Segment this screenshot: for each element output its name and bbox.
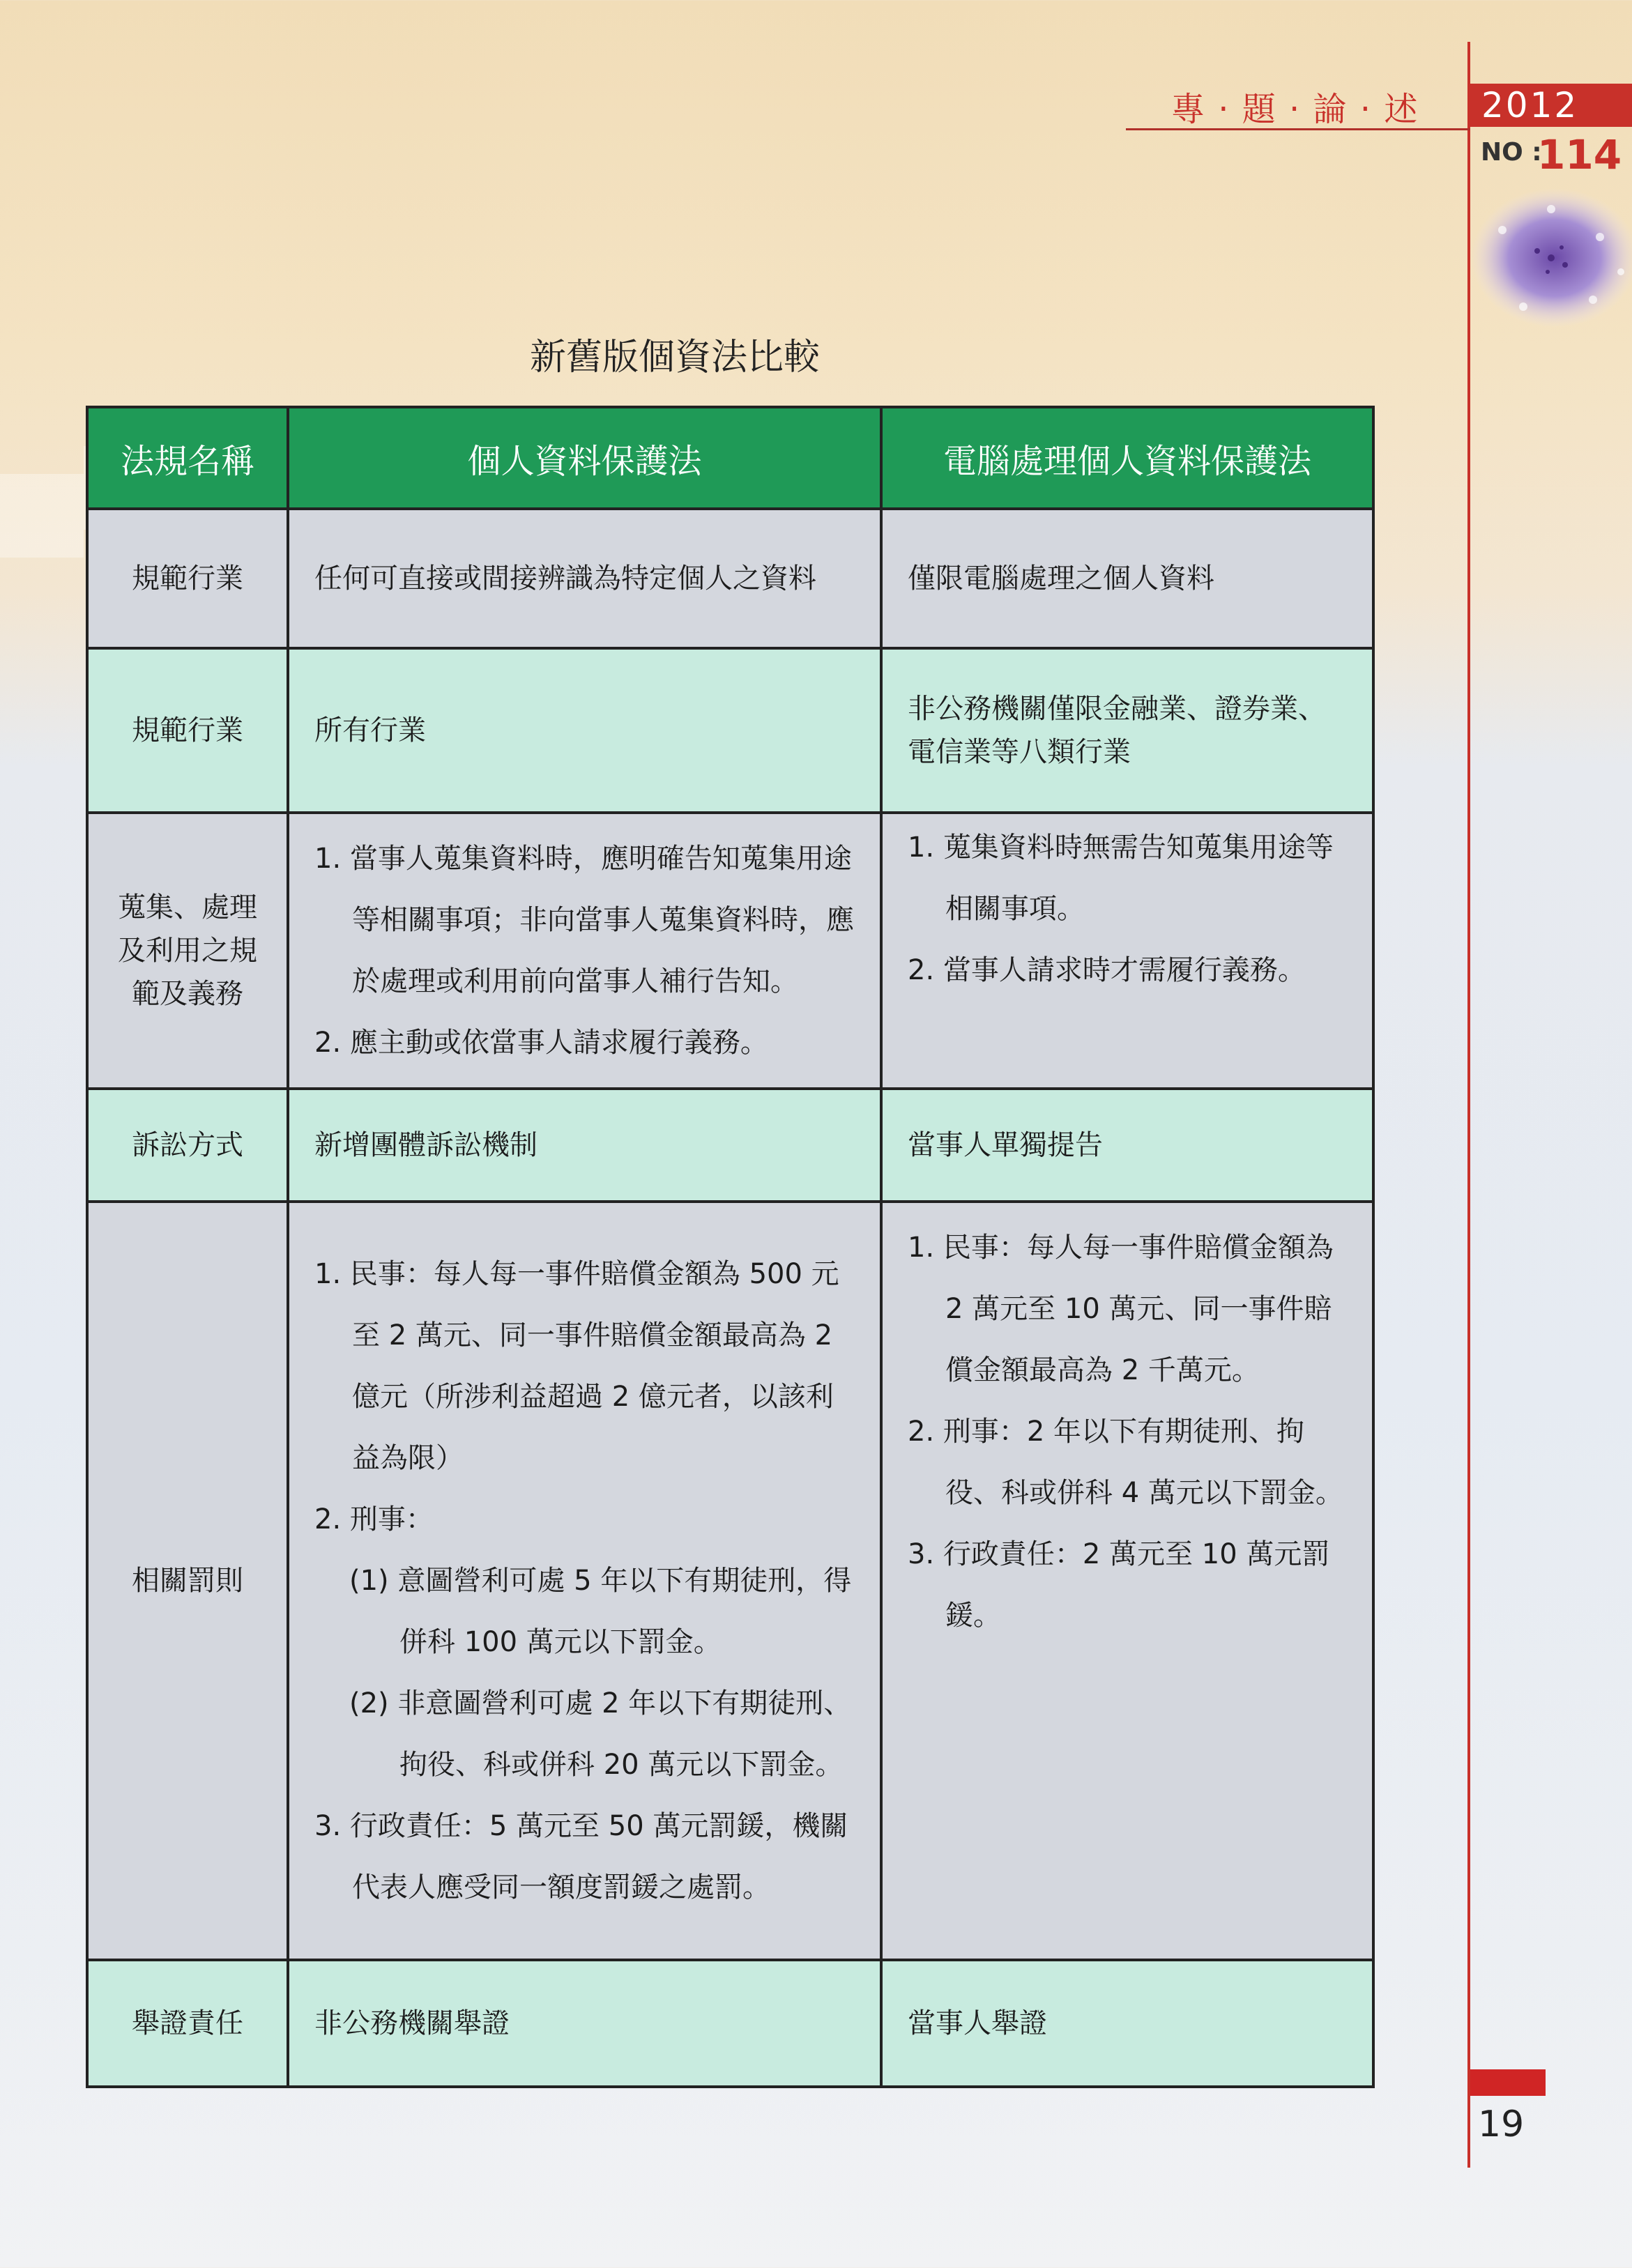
list-item: 1. 民事：每人每一事件賠償金額為 500 元至 2 萬元、同一事件賠償金額最高為 2 億元（所涉利益超過 2 億元者，以該利益為限）: [314, 1258, 839, 1474]
header-old-law: 電腦處理個人資料保護法: [881, 407, 1373, 509]
table-row: [87, 813, 1373, 1089]
header-law-name: 法規名稱: [87, 407, 288, 509]
cell-text: 非公務機關僅限金融業、證券業、電信業等八類行業: [908, 693, 1326, 768]
table-row: [87, 509, 1373, 648]
old-law-cell: [881, 1089, 1373, 1202]
new-law-cell: [288, 1089, 881, 1202]
year-badge: 2012: [1470, 84, 1632, 127]
row-label: 規範行業: [87, 509, 288, 648]
old-law-cell: [881, 1202, 1373, 1960]
table-row: [87, 1089, 1373, 1202]
cell-text: 僅限電腦處理之個人資料: [908, 562, 1214, 595]
list-item: 2. 刑事：2 年以下有期徒刑、拘役、科或併科 4 萬元以下罰金。: [908, 1416, 1343, 1509]
row-label: 蒐集、處理及利用之規範及義務: [87, 813, 288, 1089]
new-law-cell: [288, 1202, 881, 1960]
comparison-table: [86, 406, 1375, 2088]
new-law-cell: [288, 509, 881, 648]
row-label: 相關罰則: [87, 1202, 288, 1960]
old-law-cell: [881, 509, 1373, 648]
header-new-law: 個人資料保護法: [288, 407, 881, 509]
series-title: 專 · 題 · 論 · 述: [1171, 90, 1419, 129]
sub-list-item: (2) 非意圖營利可處 2 年以下有期徒刑、拘役、科或併科 20 萬元以下罰金。: [349, 1687, 852, 1781]
new-law-cell: [288, 813, 881, 1089]
cell-text: 所有行業: [314, 714, 426, 746]
list-item: 1. 當事人蒐集資料時，應明確告知蒐集用途等相關事項；非向當事人蒐集資料時，應於處理或利用前向當事人補行告知。: [314, 843, 854, 997]
row-label: 訴訟方式: [87, 1089, 288, 1202]
table-row: [87, 1202, 1373, 1960]
cell-text: 新增團體訴訟機制: [314, 1129, 537, 1161]
list-item: 2. 當事人請求時才需履行義務。: [908, 954, 1306, 986]
list-item: 3. 行政責任：2 萬元至 10 萬元罰鍰。: [908, 1538, 1330, 1632]
old-law-cell: [881, 648, 1373, 813]
margin-rule-vertical: [1467, 42, 1470, 2168]
row-label: 舉證責任: [87, 1960, 288, 2087]
old-law-cell: [881, 813, 1373, 1089]
list-item: 1. 民事：每人每一事件賠償金額為 2 萬元至 10 萬元、同一事件賠償金額最高為 2 千萬元。: [908, 1232, 1334, 1386]
cell-text: 當事人舉證: [908, 2007, 1047, 2039]
page-number: 19: [1478, 2104, 1525, 2145]
table-title: 新舊版個資法比較: [530, 337, 821, 378]
issue-label: NO :: [1481, 138, 1542, 167]
cell-text: 非公務機關舉證: [314, 2007, 510, 2039]
page-tab: [1470, 2069, 1546, 2096]
list-item: 2. 刑事：: [314, 1503, 434, 1535]
sub-list-item: (1) 意圖營利可處 5 年以下有期徒刑，得併科 100 萬元以下罰金。: [349, 1565, 852, 1658]
list-item: 2. 應主動或依當事人請求履行義務。: [314, 1027, 768, 1059]
table-row: [87, 648, 1373, 813]
table-row: [87, 1960, 1373, 2087]
old-law-cell: [881, 1960, 1373, 2087]
list-item: 1. 蒐集資料時無需告知蒐集用途等相關事項。: [908, 832, 1334, 925]
new-law-cell: [288, 1960, 881, 2087]
list-item: 3. 行政責任：5 萬元至 50 萬元罰鍰，機關代表人應受同一額度罰鍰之處罰。: [314, 1810, 848, 1903]
new-law-cell: [288, 648, 881, 813]
cell-text: 任何可直接或間接辨識為特定個人之資料: [314, 562, 816, 595]
table-header-row: [87, 407, 1373, 509]
row-label: 規範行業: [87, 648, 288, 813]
cell-text: 當事人單獨提告: [908, 1129, 1103, 1161]
flower-decoration: [1461, 188, 1632, 335]
issue-number: 114: [1537, 131, 1622, 178]
